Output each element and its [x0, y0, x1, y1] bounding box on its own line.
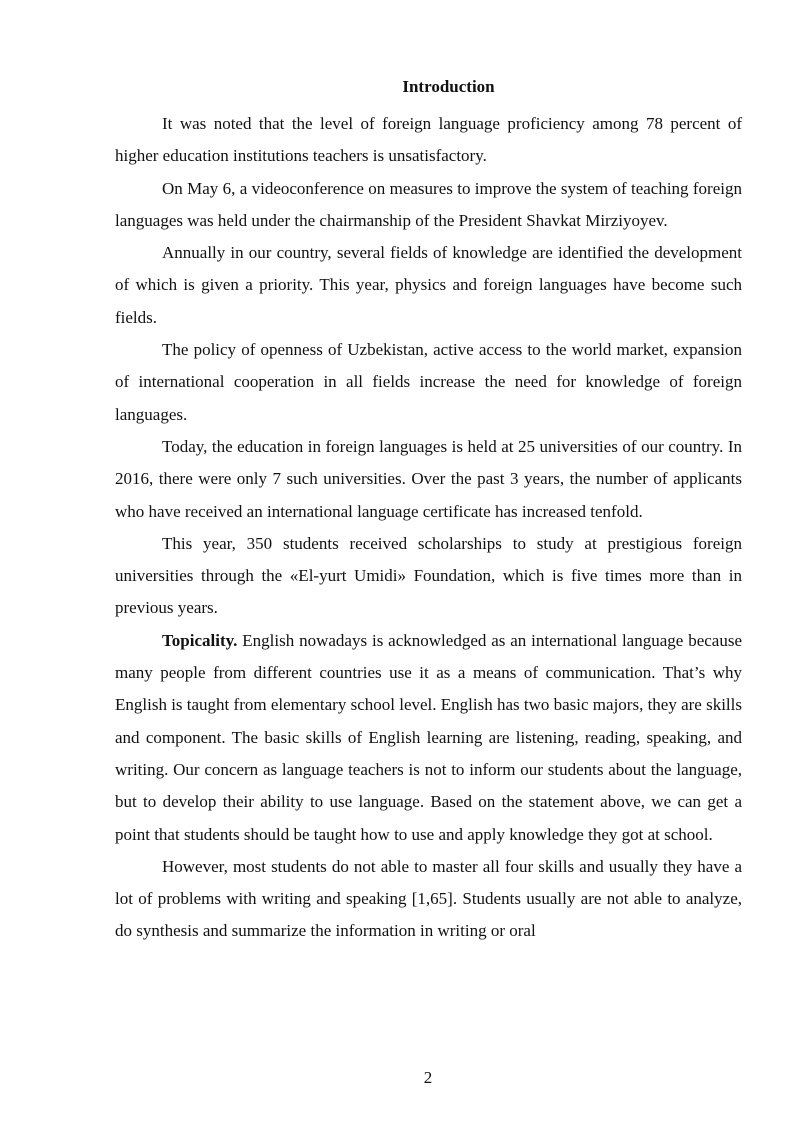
page-content: [115, 76, 742, 948]
paragraph: However, most students do not able to master all four skills and usually they have a lot of problems with writing and speaking [1,65]. Students usually are not able to analyze, do synthesis and summarize the information in writing or oral: [115, 856, 742, 941]
page-number: 2: [423, 1068, 433, 1087]
topicality-text: English nowadays is acknowledged as an international language because many people from different countries use it as a means of communication. That’s why English is taught from elementary school level. English has two basic majors, they are skills and component. The basic skills of English learning are listening, reading, speaking, and writing. Our concern as language teachers is not to inform our students about the language, but to develop their ability to use language. Based on the statement above, we can get a point that students should be taught how to use and apply knowledge they got at school.: [115, 630, 742, 844]
paragraph: The policy of openness of Uzbekistan, active access to the world market, expansion of international cooperation in all fields increase the need for knowledge of foreign languages.: [115, 340, 742, 424]
paragraph: Today, the education in foreign languages is held at 25 universities of our country. In 2016, there were only 7 such universities. Over the past 3 years, the number of applicants who have received an international language certificate has increased tenfold.: [115, 436, 742, 521]
paragraph: It was noted that the level of foreign language proficiency among 78 percent of higher education institutions teachers is unsatisfactory.: [115, 114, 742, 166]
topicality-paragraph: [115, 625, 742, 851]
paragraph: Annually in our country, several fields of knowledge are identified the development of which is given a priority. This year, physics and foreign languages have become such fields.: [115, 243, 742, 327]
section-heading: Introduction: [402, 77, 495, 96]
paragraph: On May 6, a videoconference on measures to improve the system of teaching foreign languages was held under the chairmanship of the President Shavkat Mirziyoyev.: [115, 178, 742, 230]
topicality-lead: Topicality.: [162, 630, 238, 650]
paragraph: This year, 350 students received scholarships to study at prestigious foreign universities through the «El-yurt Umidi» Foundation, which is five times more than in previous years.: [115, 533, 742, 618]
